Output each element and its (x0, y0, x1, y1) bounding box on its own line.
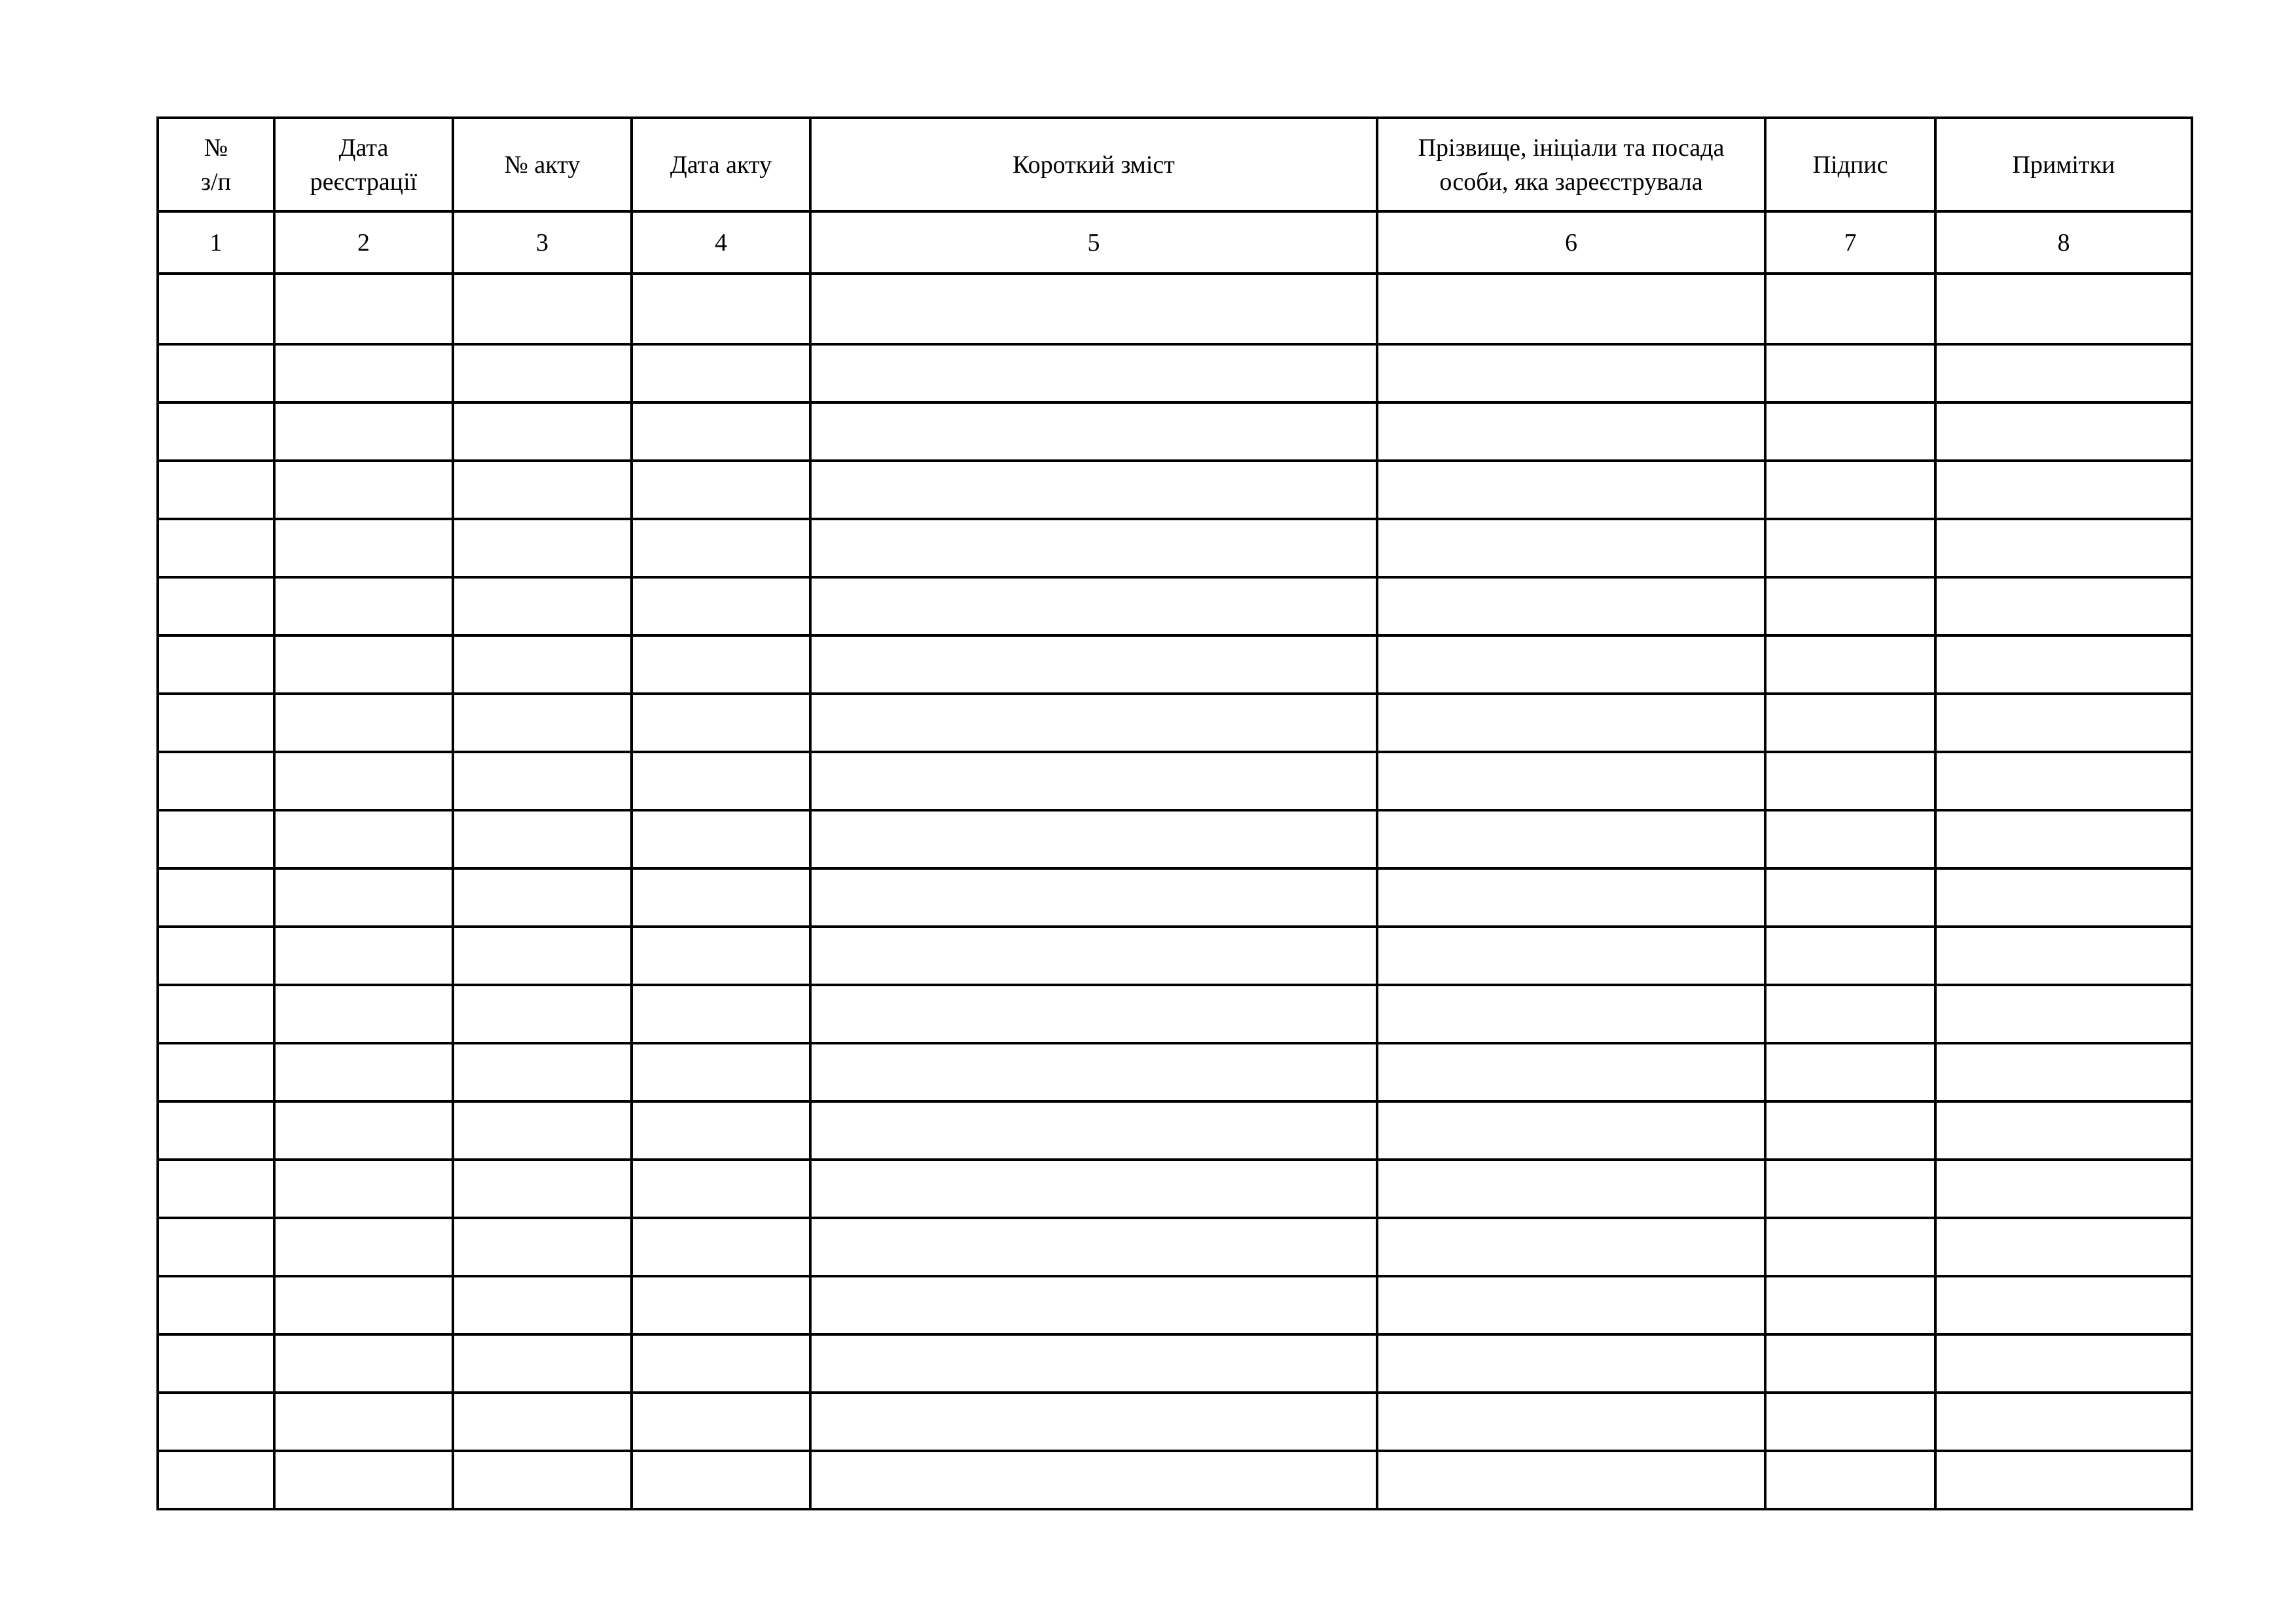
table-cell[interactable] (1765, 461, 1935, 519)
table-cell[interactable] (1935, 694, 2192, 752)
table-cell[interactable] (453, 985, 632, 1043)
table-cell[interactable] (1935, 344, 2192, 402)
table-cell[interactable] (1377, 694, 1765, 752)
table-cell[interactable] (453, 1043, 632, 1101)
header-label: Короткий зміст (1013, 151, 1175, 179)
table-cell[interactable] (1935, 519, 2192, 577)
table-cell[interactable] (453, 577, 632, 635)
table-cell[interactable] (453, 694, 632, 752)
table-cell[interactable] (810, 985, 1377, 1043)
table-cell[interactable] (632, 1043, 810, 1101)
table-row (158, 344, 2192, 402)
table-cell[interactable] (810, 402, 1377, 461)
table-cell[interactable] (1935, 1334, 2192, 1393)
table-cell[interactable] (158, 868, 274, 927)
table-cell[interactable] (632, 402, 810, 461)
table-cell[interactable] (632, 1218, 810, 1276)
table-cell[interactable] (274, 1043, 453, 1101)
table-cell[interactable] (1935, 868, 2192, 927)
table-cell[interactable] (1935, 461, 2192, 519)
header-label: № з/п (201, 134, 231, 196)
table-cell[interactable] (632, 519, 810, 577)
table-cell[interactable] (1765, 1393, 1935, 1451)
table-cell[interactable] (810, 1334, 1377, 1393)
table-cell[interactable] (158, 1276, 274, 1334)
table-cell[interactable] (274, 752, 453, 810)
table-cell[interactable] (453, 519, 632, 577)
table-cell[interactable] (1377, 985, 1765, 1043)
table-cell[interactable] (1935, 1393, 2192, 1451)
table-cell[interactable] (274, 577, 453, 635)
table-row (158, 402, 2192, 461)
table-cell[interactable] (810, 344, 1377, 402)
table-cell[interactable] (274, 1276, 453, 1334)
table-row (158, 752, 2192, 810)
table-cell[interactable] (158, 1160, 274, 1218)
registration-table (156, 116, 2193, 1510)
table-cell[interactable] (1377, 927, 1765, 985)
table-cell[interactable] (1377, 1334, 1765, 1393)
table-cell[interactable] (1377, 868, 1765, 927)
table-cell[interactable] (158, 344, 274, 402)
table-cell[interactable] (453, 810, 632, 868)
header-cell-act-number (453, 118, 632, 211)
table-cell[interactable] (453, 1451, 632, 1509)
table-cell[interactable] (810, 810, 1377, 868)
table-cell[interactable] (274, 1334, 453, 1393)
table-cell[interactable] (158, 274, 274, 344)
table-cell[interactable] (632, 635, 810, 694)
table-row (158, 461, 2192, 519)
table-cell[interactable] (1935, 1218, 2192, 1276)
table-cell[interactable] (1377, 402, 1765, 461)
table-cell[interactable] (453, 1334, 632, 1393)
table-cell[interactable] (158, 1451, 274, 1509)
table-cell[interactable] (1935, 274, 2192, 344)
column-number-cell: 4 (632, 211, 810, 274)
table-cell[interactable] (632, 1393, 810, 1451)
table-cell[interactable] (158, 1218, 274, 1276)
table-cell[interactable] (1377, 810, 1765, 868)
table-cell[interactable] (1377, 274, 1765, 344)
table-cell[interactable] (810, 461, 1377, 519)
table-cell[interactable] (1377, 461, 1765, 519)
table-cell[interactable] (1765, 577, 1935, 635)
table-cell[interactable] (274, 694, 453, 752)
table-cell[interactable] (1765, 1218, 1935, 1276)
table-cell[interactable] (810, 1043, 1377, 1101)
table-cell[interactable] (158, 461, 274, 519)
column-number-cell: 7 (1765, 211, 1935, 274)
table-cell[interactable] (1377, 1451, 1765, 1509)
header-cell-registrar (1377, 118, 1765, 211)
column-number-row (158, 211, 2192, 274)
table-cell[interactable] (274, 1160, 453, 1218)
table-cell[interactable] (810, 1101, 1377, 1160)
table-row (158, 1160, 2192, 1218)
table-row (158, 1393, 2192, 1451)
table-cell[interactable] (810, 577, 1377, 635)
table-cell[interactable] (274, 344, 453, 402)
table-cell[interactable] (158, 1393, 274, 1451)
table-row (158, 927, 2192, 985)
table-cell[interactable] (810, 1160, 1377, 1218)
header-cell-registration-date (274, 118, 453, 211)
table-cell[interactable] (1765, 868, 1935, 927)
table-cell[interactable] (158, 810, 274, 868)
table-cell[interactable] (1765, 1160, 1935, 1218)
table-cell[interactable] (274, 1451, 453, 1509)
table-cell[interactable] (632, 1451, 810, 1509)
table-cell[interactable] (632, 694, 810, 752)
table-cell[interactable] (810, 752, 1377, 810)
table-cell[interactable] (274, 1218, 453, 1276)
header-cell-act-date (632, 118, 810, 211)
table-cell[interactable] (274, 519, 453, 577)
table-cell[interactable] (1765, 810, 1935, 868)
table-cell[interactable] (1377, 752, 1765, 810)
table-cell[interactable] (1377, 635, 1765, 694)
table-cell[interactable] (158, 577, 274, 635)
table-cell[interactable] (810, 635, 1377, 694)
table-row (158, 1451, 2192, 1509)
table-cell[interactable] (1377, 1276, 1765, 1334)
table-cell[interactable] (810, 519, 1377, 577)
table-cell[interactable] (1935, 1043, 2192, 1101)
table-cell[interactable] (158, 635, 274, 694)
header-cell-signature (1765, 118, 1935, 211)
table-cell[interactable] (453, 461, 632, 519)
table-cell[interactable] (1765, 635, 1935, 694)
table-cell[interactable] (158, 1334, 274, 1393)
table-cell[interactable] (274, 1393, 453, 1451)
table-row (158, 519, 2192, 577)
table-cell[interactable] (453, 402, 632, 461)
table-cell[interactable] (1765, 1276, 1935, 1334)
table-cell[interactable] (274, 810, 453, 868)
table-cell[interactable] (1765, 985, 1935, 1043)
table-cell[interactable] (1765, 274, 1935, 344)
table-cell[interactable] (1935, 1160, 2192, 1218)
table-cell[interactable] (810, 1218, 1377, 1276)
table-cell[interactable] (453, 274, 632, 344)
table-cell[interactable] (1935, 1101, 2192, 1160)
table-cell[interactable] (810, 868, 1377, 927)
table-cell[interactable] (632, 985, 810, 1043)
table-cell[interactable] (632, 752, 810, 810)
table-row (158, 577, 2192, 635)
table-cell[interactable] (810, 274, 1377, 344)
table-cell[interactable] (1765, 1101, 1935, 1160)
table-cell[interactable] (453, 1393, 632, 1451)
table-row (158, 274, 2192, 344)
column-number-cell: 2 (274, 211, 453, 274)
table-row (158, 635, 2192, 694)
table-cell[interactable] (158, 402, 274, 461)
table-cell[interactable] (632, 1101, 810, 1160)
table-cell[interactable] (158, 1043, 274, 1101)
table-cell[interactable] (1935, 1451, 2192, 1509)
table-cell[interactable] (453, 344, 632, 402)
table-cell[interactable] (1935, 752, 2192, 810)
table-cell[interactable] (158, 927, 274, 985)
table-row (158, 1218, 2192, 1276)
table-cell[interactable] (274, 868, 453, 927)
table-cell[interactable] (810, 1451, 1377, 1509)
table-cell[interactable] (1377, 1043, 1765, 1101)
table-cell[interactable] (1765, 402, 1935, 461)
table-cell[interactable] (1377, 344, 1765, 402)
table-cell[interactable] (453, 1218, 632, 1276)
header-label: Дата акту (670, 151, 772, 179)
header-cell-notes (1935, 118, 2192, 211)
table-cell[interactable] (632, 868, 810, 927)
table-cell[interactable] (810, 1276, 1377, 1334)
table-cell[interactable] (810, 694, 1377, 752)
table-cell[interactable] (1935, 927, 2192, 985)
header-label: Дата реєстрації (310, 134, 418, 196)
table-cell[interactable] (1377, 1393, 1765, 1451)
table-cell[interactable] (158, 985, 274, 1043)
table-cell[interactable] (632, 1334, 810, 1393)
table-cell[interactable] (632, 810, 810, 868)
table-cell[interactable] (1765, 694, 1935, 752)
table-row (158, 1276, 2192, 1334)
table-row (158, 985, 2192, 1043)
table-cell[interactable] (1935, 1276, 2192, 1334)
table-cell[interactable] (274, 985, 453, 1043)
table-cell[interactable] (1765, 752, 1935, 810)
table-cell[interactable] (453, 1160, 632, 1218)
column-number-cell: 6 (1377, 211, 1765, 274)
table-cell[interactable] (453, 868, 632, 927)
table-cell[interactable] (158, 694, 274, 752)
table-cell[interactable] (632, 274, 810, 344)
table-row (158, 694, 2192, 752)
table-cell[interactable] (1765, 1334, 1935, 1393)
table-cell[interactable] (632, 1276, 810, 1334)
table-cell[interactable] (453, 927, 632, 985)
column-number-cell: 1 (158, 211, 274, 274)
table-cell[interactable] (1935, 810, 2192, 868)
header-label: № акту (504, 151, 581, 179)
table-cell[interactable] (1377, 1218, 1765, 1276)
column-number-cell: 5 (810, 211, 1377, 274)
table-cell[interactable] (1377, 519, 1765, 577)
table-cell[interactable] (1765, 344, 1935, 402)
table-body (158, 274, 2192, 1509)
table-cell[interactable] (1935, 577, 2192, 635)
table-cell[interactable] (1377, 1101, 1765, 1160)
table-cell[interactable] (1765, 927, 1935, 985)
table-cell[interactable] (1377, 1160, 1765, 1218)
header-cell-number (158, 118, 274, 211)
table-cell[interactable] (453, 635, 632, 694)
table-cell[interactable] (1935, 635, 2192, 694)
table-row (158, 868, 2192, 927)
table-cell[interactable] (1377, 577, 1765, 635)
table-row (158, 1043, 2192, 1101)
column-number-cell: 8 (1935, 211, 2192, 274)
table-cell[interactable] (1765, 519, 1935, 577)
table-cell[interactable] (453, 1101, 632, 1160)
table-row (158, 1101, 2192, 1160)
header-label: Прізвище, ініціали та посада особи, яка зареєструвала (1418, 134, 1725, 196)
table-cell[interactable] (453, 1276, 632, 1334)
table-header-row (158, 118, 2192, 211)
table-cell[interactable] (274, 1101, 453, 1160)
table-cell[interactable] (632, 927, 810, 985)
table-cell[interactable] (632, 577, 810, 635)
table-cell[interactable] (1765, 1043, 1935, 1101)
table-cell[interactable] (810, 1393, 1377, 1451)
table-cell[interactable] (158, 519, 274, 577)
table-row (158, 1334, 2192, 1393)
header-label: Примітки (2012, 151, 2115, 179)
table-cell[interactable] (158, 1101, 274, 1160)
table-cell[interactable] (274, 461, 453, 519)
table-cell[interactable] (274, 635, 453, 694)
table-cell[interactable] (158, 752, 274, 810)
table-cell[interactable] (1765, 1451, 1935, 1509)
table-cell[interactable] (632, 461, 810, 519)
table-cell[interactable] (632, 344, 810, 402)
table-cell[interactable] (274, 274, 453, 344)
header-cell-summary (810, 118, 1377, 211)
table-cell[interactable] (1935, 985, 2192, 1043)
column-number-cell: 3 (453, 211, 632, 274)
table-cell[interactable] (453, 752, 632, 810)
table-cell[interactable] (1935, 402, 2192, 461)
table-cell[interactable] (632, 1160, 810, 1218)
header-label: Підпис (1812, 151, 1888, 179)
table-cell[interactable] (274, 927, 453, 985)
table-cell[interactable] (810, 927, 1377, 985)
table-cell[interactable] (274, 402, 453, 461)
table-row (158, 810, 2192, 868)
